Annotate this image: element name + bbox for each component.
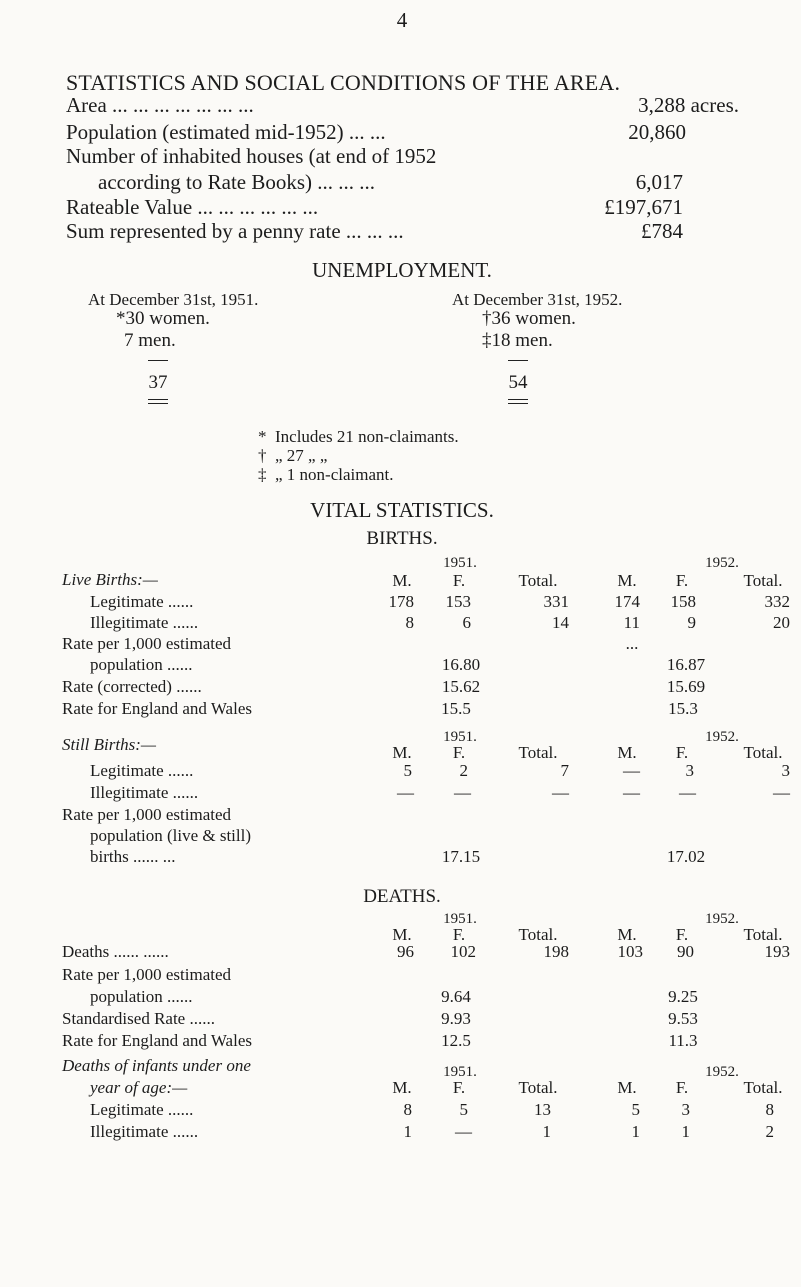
col-f: F. [452, 925, 466, 944]
col-total: Total. [743, 1078, 783, 1097]
unemployment-1951-header: At December 31st, 1951. [88, 290, 259, 309]
cell: 5 [459, 1100, 468, 1119]
rate-label: population ...... [90, 655, 193, 674]
cell: — [679, 783, 696, 802]
cell: 90 [677, 942, 694, 961]
stat-label: Sum represented by a penny rate ... ... ... [66, 219, 404, 243]
year-1952: 1952. [705, 729, 739, 745]
cell: 7 [560, 761, 569, 780]
cell: 2 [765, 1122, 774, 1141]
col-total: Total. [743, 571, 783, 590]
col-total: Total. [518, 1078, 558, 1097]
cell: 9 [687, 613, 696, 632]
stat-label: Population (estimated mid-1952) ... ... [66, 120, 386, 144]
col-f: F. [675, 1078, 689, 1097]
col-m: M. [617, 571, 637, 590]
cell: 8 [403, 1100, 412, 1119]
ellipsis: ... [625, 634, 639, 653]
rate-label: Rate per 1,000 estimated [62, 805, 232, 824]
col-total: Total. [743, 925, 783, 944]
cell: 3 [781, 761, 790, 780]
footnote-text: Includes 21 non-claimants. [275, 427, 459, 446]
stat-label: Area ... ... ... ... ... ... ... [66, 93, 254, 117]
cell: 11 [623, 613, 640, 632]
std-rate-label: Standardised Rate ...... [62, 1009, 215, 1028]
cell: 3 [685, 761, 694, 780]
infants-heading: Deaths of infants under one [62, 1056, 251, 1075]
stat-label: Number of inhabited houses (at end of 1952 [66, 144, 437, 168]
row-label: Illegitimate ...... [90, 783, 199, 802]
rate-corrected-1951: 15.62 [441, 677, 481, 696]
rate-1952: 17.02 [666, 847, 706, 866]
cell: 153 [445, 592, 471, 611]
double-rule [148, 399, 168, 400]
cell: 5 [403, 761, 412, 780]
unemployment-1951-women: *30 women. [116, 308, 210, 329]
rate-1952: 9.25 [668, 987, 698, 1006]
footnote-text: „ 1 non-claimant. [275, 465, 394, 484]
stat-value: £784 [641, 219, 683, 243]
col-f: F. [675, 743, 689, 762]
births-title: BIRTHS. [366, 528, 438, 549]
cell: 178 [388, 592, 414, 611]
rate-ew-1951: 12.5 [441, 1031, 471, 1050]
cell: 193 [764, 942, 790, 961]
unemployment-1952-men: ‡18 men. [482, 330, 553, 351]
rate-1951: 16.80 [441, 655, 481, 674]
rate-ew-1952: 11.3 [668, 1031, 698, 1050]
year-1952: 1952. [705, 555, 739, 571]
page-number: 4 [396, 8, 408, 32]
double-rule [508, 399, 528, 400]
page-heading: STATISTICS AND SOCIAL CONDITIONS OF THE AREA. [66, 70, 621, 95]
std-rate-1951: 9.93 [441, 1009, 471, 1028]
unemployment-1952-header: At December 31st, 1952. [452, 290, 623, 309]
year-1952: 1952. [705, 911, 739, 927]
sum-rule [508, 360, 528, 361]
year-1951: 1951. [443, 1064, 477, 1080]
row-label: Deaths ...... ...... [62, 942, 169, 961]
rate-ew-label: Rate for England and Wales [62, 1031, 252, 1050]
col-total: Total. [518, 743, 558, 762]
cell: 174 [614, 592, 640, 611]
stat-value: 20,860 [628, 120, 686, 144]
stat-value: £197,671 [604, 195, 683, 219]
footnote-text: „ 27 „ „ [275, 446, 328, 465]
col-m: M. [617, 1078, 637, 1097]
rate-label: births ...... ... [90, 847, 176, 866]
cell: — [397, 783, 414, 802]
col-m: M. [617, 743, 637, 762]
cell: 102 [450, 942, 476, 961]
footnote-mark: * [258, 427, 267, 446]
vital-statistics-title: VITAL STATISTICS. [310, 498, 494, 522]
rate-label: Rate per 1,000 estimated [62, 634, 232, 653]
unemployment-1952-women: †36 women. [482, 308, 576, 329]
cell: — [552, 783, 569, 802]
rate-ew-1951: 15.5 [441, 699, 471, 718]
cell: — [623, 783, 640, 802]
double-rule [148, 403, 168, 404]
still-births-heading: Still Births:— [62, 735, 156, 754]
year-1952: 1952. [705, 1064, 739, 1080]
cell: 1 [542, 1122, 551, 1141]
live-births-heading: Live Births:— [62, 570, 158, 589]
col-m: M. [617, 925, 637, 944]
cell: 5 [631, 1100, 640, 1119]
unemployment-1951-total: 37 [148, 372, 168, 393]
row-label: Legitimate ...... [90, 1100, 194, 1119]
rate-label: population (live & still) [90, 826, 252, 845]
cell: 332 [764, 592, 790, 611]
col-f: F. [452, 571, 466, 590]
year-1951: 1951. [443, 729, 477, 745]
row-label: Legitimate ...... [90, 592, 194, 611]
rate-label: population ...... [90, 987, 193, 1006]
rate-corrected-label: Rate (corrected) ...... [62, 677, 202, 696]
stat-label: Rateable Value ... ... ... ... ... ... [66, 195, 319, 219]
stat-value: 3,288 acres. [638, 93, 739, 117]
rate-label: Rate per 1,000 estimated [62, 965, 232, 984]
col-m: M. [392, 925, 412, 944]
cell: 198 [543, 942, 569, 961]
cell: — [455, 1122, 472, 1141]
cell: 20 [773, 613, 790, 632]
sum-rule [148, 360, 168, 361]
cell: 96 [397, 942, 414, 961]
cell: 8 [405, 613, 414, 632]
std-rate-1952: 9.53 [668, 1009, 698, 1028]
col-m: M. [392, 571, 412, 590]
row-label: Illegitimate ...... [90, 613, 199, 632]
col-f: F. [452, 1078, 466, 1097]
cell: 331 [543, 592, 569, 611]
cell: 103 [617, 942, 643, 961]
unemployment-title: UNEMPLOYMENT. [312, 258, 492, 282]
cell: 158 [670, 592, 696, 611]
cell: 8 [765, 1100, 774, 1119]
cell: 1 [681, 1122, 690, 1141]
infants-heading: year of age:— [90, 1078, 188, 1097]
rate-ew-label: Rate for England and Wales [62, 699, 252, 718]
year-1951: 1951. [443, 555, 477, 571]
cell: 2 [459, 761, 468, 780]
row-label: Legitimate ...... [90, 761, 194, 780]
cell: 14 [552, 613, 569, 632]
cell: 1 [631, 1122, 640, 1141]
deaths-title: DEATHS. [363, 886, 441, 907]
col-m: M. [392, 1078, 412, 1097]
unemployment-1951-men: 7 men. [124, 330, 176, 351]
col-total: Total. [518, 925, 558, 944]
rate-1951: 17.15 [441, 847, 481, 866]
cell: — [454, 783, 471, 802]
stat-label: according to Rate Books) ... ... ... [98, 170, 376, 194]
cell: 1 [403, 1122, 412, 1141]
row-label: Illegitimate ...... [90, 1122, 199, 1141]
rate-ew-1952: 15.3 [668, 699, 698, 718]
rate-corrected-1952: 15.69 [666, 677, 706, 696]
col-m: M. [392, 743, 412, 762]
footnote-mark: † [258, 446, 267, 465]
cell: — [773, 783, 790, 802]
col-total: Total. [518, 571, 558, 590]
footnote-mark: ‡ [258, 465, 267, 484]
year-1951: 1951. [443, 911, 477, 927]
cell: 3 [681, 1100, 690, 1119]
cell: 13 [534, 1100, 551, 1119]
rate-1951: 9.64 [441, 987, 471, 1006]
unemployment-1952-total: 54 [508, 372, 528, 393]
double-rule [508, 403, 528, 404]
col-total: Total. [743, 743, 783, 762]
cell: — [623, 761, 640, 780]
rate-1952: 16.87 [666, 655, 706, 674]
col-f: F. [675, 925, 689, 944]
col-f: F. [675, 571, 689, 590]
col-f: F. [452, 743, 466, 762]
stat-value: 6,017 [635, 170, 683, 194]
cell: 6 [462, 613, 471, 632]
